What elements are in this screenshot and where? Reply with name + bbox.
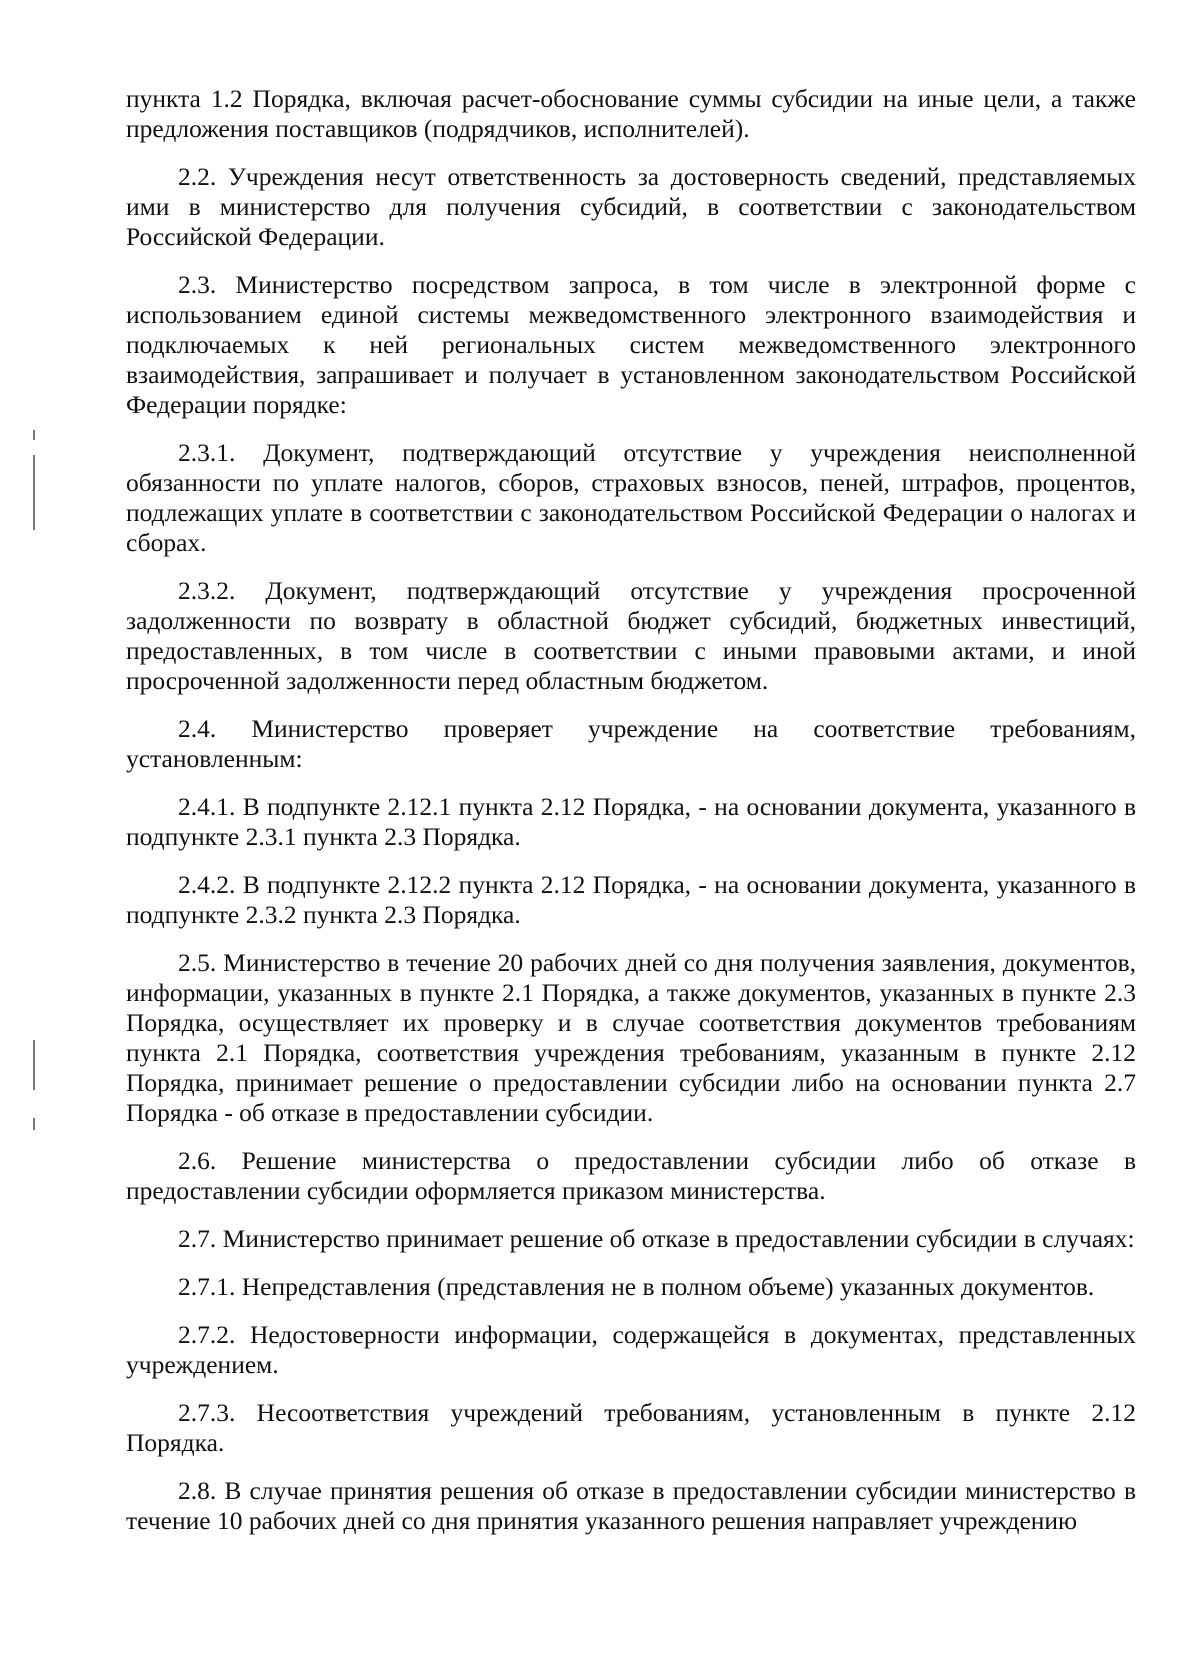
document-body — [126, 84, 1136, 1554]
paragraph-2-3: 2.3. Министерство посредством запроса, в том числе в электронной форме с использованием единой системы межведомственного электронного взаимодействия и подключаемых к ней региональных систем межведомственного электронного взаимодействия, запрашивает и получает в установленном законодательством Российской Федерации порядке: — [126, 270, 1136, 419]
scan-margin-mark — [33, 455, 35, 530]
paragraph-2-3-2: 2.3.2. Документ, подтверждающий отсутствие у учреждения просроченной задолженности по возврату в областной бюджет субсидий, бюджетных инвестиций, предоставленных, в том числе в соответствии с иными правовыми актами, и иной просроченной задолженности перед областным бюджетом. — [126, 576, 1136, 695]
paragraph-2-7-2: 2.7.2. Недостоверности информации, содержащейся в документах, представленных учреждением. — [126, 1320, 1136, 1379]
paragraph-2-4-2: 2.4.2. В подпункте 2.12.2 пункта 2.12 Порядка, - на основании документа, указанного в подпункте 2.3.2 пункта 2.3 Порядка. — [126, 870, 1136, 929]
paragraph-2-5: 2.5. Министерство в течение 20 рабочих дней со дня получения заявления, документов, информации, указанных в пункте 2.1 Порядка, а также документов, указанных в пункте 2.3 Порядка, осуществляет их проверку и в случае соответствия документов требованиям пункта 2.1 Порядка, соответствия учреждения требованиям, указанным в пункте 2.12 Порядка, принимает решение о предоставлении субсидии либо на основании пункта 2.7 Порядка - об отказе в предоставлении субсидии. — [126, 948, 1136, 1127]
paragraph-2-2: 2.2. Учреждения несут ответственность за достоверность сведений, представляемых ими в министерство для получения субсидий, в соответствии с законодательством Российской Федерации. — [126, 162, 1136, 251]
scan-margin-mark — [33, 1118, 35, 1130]
paragraph-2-4: 2.4. Министерство проверяет учреждение на соответствие требованиям, установленным: — [126, 714, 1136, 773]
paragraph-2-7-1: 2.7.1. Непредставления (представления не в полном объеме) указанных документов. — [178, 1272, 1095, 1301]
paragraph-2-4-1: 2.4.1. В подпункте 2.12.1 пункта 2.12 Порядка, - на основании документа, указанного в подпункте 2.3.1 пункта 2.3 Порядка. — [126, 792, 1136, 851]
paragraph-2-3-1: 2.3.1. Документ, подтверждающий отсутствие у учреждения неисполненной обязанности по уплате налогов, сборов, страховых взносов, пеней, штрафов, процентов, подлежащих уплате в соответствии с законодательством Российской Федерации о налогах и сборах. — [126, 438, 1136, 557]
scan-margin-mark — [33, 430, 35, 440]
paragraph-2-7-3: 2.7.3. Несоответствия учреждений требованиям, установленным в пункте 2.12 Порядка. — [126, 1398, 1136, 1457]
scan-margin-mark — [33, 1040, 35, 1090]
paragraph-continuation: пункта 1.2 Порядка, включая расчет-обоснование суммы субсидии на иные цели, а также предложения поставщиков (подрядчиков, исполнителей). — [126, 84, 1136, 143]
paragraph-2-7: 2.7. Министерство принимает решение об отказе в предоставлении субсидии в случаях: — [178, 1224, 1135, 1253]
paragraph-2-8: 2.8. В случае принятия решения об отказе в предоставлении субсидии министерство в течение 10 рабочих дней со дня принятия указанного решения направляет учреждению — [126, 1476, 1136, 1535]
paragraph-2-6: 2.6. Решение министерства о предоставлении субсидии либо об отказе в предоставлении субсидии оформляется приказом министерства. — [126, 1146, 1136, 1205]
